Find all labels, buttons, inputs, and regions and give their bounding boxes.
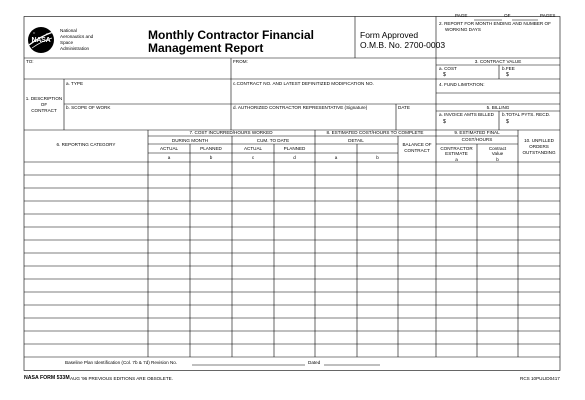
table-row: [24, 188, 560, 201]
scope-field[interactable]: [66, 111, 229, 129]
table-cell[interactable]: [477, 279, 518, 292]
table-cell[interactable]: [190, 331, 232, 344]
from-label: FROM:: [233, 59, 248, 64]
fee-field[interactable]: [512, 72, 558, 78]
page-label: PAGE: [455, 13, 468, 18]
contract-no-field[interactable]: [233, 88, 434, 103]
table-cell[interactable]: [232, 266, 274, 279]
table-cell[interactable]: [518, 305, 560, 318]
table-cell[interactable]: [398, 227, 436, 240]
table-cell[interactable]: [232, 331, 274, 344]
date-label: DATE: [398, 104, 410, 110]
table-cell[interactable]: [190, 292, 232, 305]
table-cell[interactable]: [518, 175, 560, 188]
table-cell[interactable]: [436, 162, 477, 175]
table-cell[interactable]: [274, 331, 315, 344]
table-cell[interactable]: [436, 240, 477, 253]
planned-header-month: PLANNED: [200, 146, 222, 151]
type-field[interactable]: [66, 88, 229, 103]
table-cell[interactable]: [274, 214, 315, 227]
unfilled-orders-header-2: ORDERS: [529, 144, 549, 149]
description-label-3: CONTRACT: [31, 108, 57, 113]
table-cell[interactable]: [398, 188, 436, 201]
form-id-label: NASA FORM 533M: [24, 375, 70, 381]
scope-label: b. SCOPE OF WORK: [66, 104, 111, 110]
table-cell[interactable]: [357, 227, 398, 240]
table-cell[interactable]: [232, 305, 274, 318]
table-cell[interactable]: [436, 201, 477, 214]
unfilled-orders-header-1: 10. UNFILLED: [524, 138, 554, 143]
table-cell[interactable]: [232, 253, 274, 266]
authorized-rep-label: d. AUTHORIZED CONTRACTOR REPRESENTATIVE (Signature): [233, 104, 368, 110]
description-label-1: 1. DESCRIPTION: [25, 96, 63, 101]
table-cell[interactable]: [518, 318, 560, 331]
table-cell[interactable]: [274, 175, 315, 188]
dated-label: Dated: [308, 360, 321, 365]
table-cell[interactable]: [398, 305, 436, 318]
table-cell[interactable]: [148, 188, 190, 201]
fee-dollar-sign: $: [506, 71, 509, 78]
actual-header-cum: ACTUAL: [243, 146, 263, 151]
table-cell[interactable]: [436, 279, 477, 292]
table-cell[interactable]: [518, 188, 560, 201]
table-cell[interactable]: [518, 331, 560, 344]
report-period-field[interactable]: [438, 34, 558, 56]
table-cell[interactable]: [190, 214, 232, 227]
revision-no-field[interactable]: [192, 358, 305, 365]
table-cell[interactable]: [436, 253, 477, 266]
table-cell[interactable]: [398, 253, 436, 266]
table-cell[interactable]: [315, 162, 357, 175]
table-cell[interactable]: [24, 188, 148, 201]
table-cell[interactable]: [398, 175, 436, 188]
table-cell[interactable]: [148, 292, 190, 305]
table-cell[interactable]: [315, 318, 357, 331]
table-row: [24, 253, 560, 266]
table-cell[interactable]: [148, 214, 190, 227]
billing-label: 5. BILLING: [486, 104, 510, 110]
table-cell[interactable]: [274, 292, 315, 305]
report-table-body: [24, 162, 560, 357]
table-cell[interactable]: [315, 292, 357, 305]
contract-value-header-1: Contract: [488, 145, 507, 151]
table-cell[interactable]: [148, 175, 190, 188]
table-cell[interactable]: [24, 305, 148, 318]
table-cell[interactable]: [315, 279, 357, 292]
table-cell[interactable]: [190, 162, 232, 175]
table-cell[interactable]: [24, 201, 148, 214]
table-cell[interactable]: [398, 266, 436, 279]
table-cell[interactable]: [477, 201, 518, 214]
total-pyts-label: b.TOTAL PYTS. RECD.: [502, 111, 551, 117]
table-cell[interactable]: [148, 331, 190, 344]
table-cell[interactable]: [398, 279, 436, 292]
cost-label: a. COST: [439, 65, 457, 71]
table-row: [24, 162, 560, 175]
table-cell[interactable]: [190, 305, 232, 318]
table-cell[interactable]: [398, 162, 436, 175]
est-final-header: 9. ESTIMATED FINAL: [454, 130, 500, 135]
table-cell[interactable]: [148, 279, 190, 292]
table-cell[interactable]: [436, 266, 477, 279]
table-cell[interactable]: [477, 162, 518, 175]
agency-line-3: Space: [60, 40, 74, 45]
table-cell[interactable]: [315, 240, 357, 253]
table-row: [24, 292, 560, 305]
cost-field[interactable]: [449, 72, 497, 78]
page-number-field[interactable]: [474, 12, 502, 20]
table-cell[interactable]: [190, 188, 232, 201]
table-cell[interactable]: [518, 292, 560, 305]
table-row: [24, 240, 560, 253]
form-date-label: AUG '96 PREVIOUS EDITIONS ARE OBSOLETE.: [70, 375, 173, 381]
invoice-amts-label: a. INVOICE AMTS BILLED: [439, 111, 494, 117]
table-cell[interactable]: [274, 201, 315, 214]
table-cell[interactable]: [398, 292, 436, 305]
est-to-complete-header: 8. ESTIMATED COST/HOURS TO COMPLETE: [326, 130, 424, 135]
table-cell[interactable]: [357, 305, 398, 318]
table-cell[interactable]: [148, 227, 190, 240]
page-total-field[interactable]: [512, 12, 538, 20]
table-row: [24, 331, 560, 344]
table-cell[interactable]: [477, 214, 518, 227]
invoice-amts-field[interactable]: [449, 119, 497, 128]
nasa-logo-text: NASA: [31, 36, 51, 44]
pages-label: PAGES: [540, 13, 556, 18]
table-cell[interactable]: [190, 253, 232, 266]
table-cell[interactable]: [148, 266, 190, 279]
fund-limitation-label: 4. FUND LIMITATION:: [439, 82, 485, 87]
report-period-label-1: 2. REPORT FOR MONTH ENDING AND NUMBER OF: [439, 21, 551, 26]
table-cell[interactable]: [24, 227, 148, 240]
table-cell[interactable]: [274, 240, 315, 253]
sub-a-month-actual: a: [167, 155, 171, 160]
sub-a-contractor-est: a: [455, 156, 458, 162]
table-cell[interactable]: [518, 214, 560, 227]
table-row: [24, 305, 560, 318]
sub-b-contract-value: b: [496, 156, 499, 162]
agency-line-2: Aeronautics and: [60, 34, 94, 39]
table-row: [24, 318, 560, 331]
table-cell[interactable]: [232, 162, 274, 175]
fund-limitation-field[interactable]: [438, 88, 558, 92]
date-field[interactable]: [398, 111, 434, 129]
table-cell[interactable]: [518, 240, 560, 253]
fee-label: b.FEE: [502, 65, 515, 71]
table-cell[interactable]: [232, 279, 274, 292]
table-cell[interactable]: [436, 227, 477, 240]
planned-header-cum: PLANNED: [283, 146, 306, 151]
table-cell[interactable]: [357, 318, 398, 331]
table-cell[interactable]: [274, 253, 315, 266]
table-cell[interactable]: [232, 292, 274, 305]
balance-header-2: CONTRACT: [404, 147, 430, 153]
table-cell[interactable]: [518, 266, 560, 279]
detail-header: DETAIL: [348, 137, 364, 143]
table-cell[interactable]: [477, 331, 518, 344]
reporting-category-header: 6. REPORTING CATEGORY: [56, 142, 116, 147]
table-cell[interactable]: [232, 240, 274, 253]
table-cell[interactable]: [518, 162, 560, 175]
table-cell[interactable]: [477, 305, 518, 318]
rcs-label: RCS 10PULID0417: [520, 375, 560, 381]
table-cell[interactable]: [357, 162, 398, 175]
table-row: [24, 266, 560, 279]
table-cell[interactable]: [357, 201, 398, 214]
table-row: [24, 214, 560, 227]
table-cell[interactable]: [518, 253, 560, 266]
from-field[interactable]: [233, 66, 434, 78]
type-label: a. TYPE: [66, 81, 84, 86]
table-cell[interactable]: [232, 318, 274, 331]
invoice-dollar-sign: $: [443, 119, 446, 125]
form-title-line-2: Management Report: [148, 41, 264, 55]
table-cell[interactable]: [436, 331, 477, 344]
table-cell[interactable]: [24, 175, 148, 188]
table-cell[interactable]: [357, 175, 398, 188]
table-cell[interactable]: [148, 240, 190, 253]
table-cell[interactable]: [357, 279, 398, 292]
table-cell[interactable]: [477, 227, 518, 240]
table-cell[interactable]: [477, 266, 518, 279]
table-cell[interactable]: [148, 201, 190, 214]
table-cell[interactable]: [148, 318, 190, 331]
baseline-plan-label: Baseline Plan Identification (Col. 7b & 7d) Revision No.: [65, 360, 178, 365]
table-cell[interactable]: [518, 279, 560, 292]
table-cell[interactable]: [436, 188, 477, 201]
table-cell[interactable]: [190, 227, 232, 240]
nasa-logo: [28, 27, 54, 53]
table-cell[interactable]: [436, 214, 477, 227]
contractor-estimate-header-1: CONTRACTOR: [440, 145, 473, 151]
table-cell[interactable]: [148, 305, 190, 318]
table-cell[interactable]: [274, 305, 315, 318]
table-cell[interactable]: [315, 266, 357, 279]
total-pyts-field[interactable]: [512, 119, 558, 128]
table-cell[interactable]: [436, 305, 477, 318]
table-cell[interactable]: [357, 188, 398, 201]
sub-c-cum-actual: c: [251, 155, 255, 160]
table-cell[interactable]: [398, 214, 436, 227]
table-cell[interactable]: [315, 305, 357, 318]
table-cell[interactable]: [24, 214, 148, 227]
table-cell[interactable]: [274, 266, 315, 279]
table-cell[interactable]: [274, 227, 315, 240]
table-cell[interactable]: [24, 331, 148, 344]
table-cell[interactable]: [315, 175, 357, 188]
agency-line-1: National: [60, 28, 77, 33]
table-cell[interactable]: [315, 331, 357, 344]
table-cell[interactable]: [357, 253, 398, 266]
table-cell[interactable]: [315, 227, 357, 240]
table-row: [24, 175, 560, 188]
table-row: [24, 227, 560, 240]
table-cell[interactable]: [315, 188, 357, 201]
table-cell[interactable]: [232, 201, 274, 214]
sub-b-detail: b: [376, 155, 379, 160]
contract-value-label: 3. CONTRACT VALUE: [474, 59, 522, 64]
table-cell[interactable]: [518, 201, 560, 214]
cost-incurred-header: 7. COST INCURRED/HOURS WORKED: [189, 130, 273, 135]
table-cell[interactable]: [357, 292, 398, 305]
form-approved-label: Form Approved: [360, 30, 419, 40]
table-cell[interactable]: [232, 227, 274, 240]
table-cell[interactable]: [274, 279, 315, 292]
report-period-label-2: WORKING DAYS: [445, 27, 481, 32]
table-row: [24, 201, 560, 214]
table-cell[interactable]: [398, 318, 436, 331]
table-cell[interactable]: [477, 253, 518, 266]
table-cell[interactable]: [190, 279, 232, 292]
to-field[interactable]: [26, 66, 229, 78]
table-cell[interactable]: [190, 175, 232, 188]
table-cell[interactable]: [477, 175, 518, 188]
form-title-line-1: Monthly Contractor Financial: [148, 28, 315, 42]
table-cell[interactable]: [190, 318, 232, 331]
cost-dollar-sign: $: [443, 71, 446, 78]
table-row: [24, 279, 560, 292]
table-cell[interactable]: [436, 318, 477, 331]
contract-no-label: c.CONTRACT NO. AND LATEST DEFINITIZED MODIFICATION NO.: [233, 81, 374, 86]
agency-line-4: Administration: [60, 46, 90, 51]
table-cell[interactable]: [190, 240, 232, 253]
table-cell[interactable]: [24, 240, 148, 253]
table-cell[interactable]: [274, 188, 315, 201]
authorized-rep-signature-field[interactable]: [233, 111, 394, 129]
cum-to-date-header: CUM. TO DATE: [256, 137, 290, 143]
actual-header-month: ACTUAL: [159, 146, 179, 151]
table-cell[interactable]: [232, 214, 274, 227]
table-cell[interactable]: [518, 227, 560, 240]
total-pyts-dollar-sign: $: [506, 119, 509, 125]
table-cell[interactable]: [398, 201, 436, 214]
table-cell[interactable]: [190, 201, 232, 214]
description-label-2: OF: [40, 102, 48, 107]
table-cell[interactable]: [148, 162, 190, 175]
table-cell[interactable]: [274, 162, 315, 175]
table-cell[interactable]: [357, 240, 398, 253]
table-cell[interactable]: [398, 331, 436, 344]
table-cell[interactable]: [274, 318, 315, 331]
table-cell[interactable]: [315, 253, 357, 266]
sub-d-cum-planned: d: [293, 155, 296, 160]
table-cell[interactable]: [357, 214, 398, 227]
table-cell[interactable]: [24, 279, 148, 292]
table-cell[interactable]: [24, 266, 148, 279]
table-cell[interactable]: [232, 175, 274, 188]
est-final-header-2: COST/HOURS: [461, 136, 493, 142]
contract-value-header-2: Value: [491, 151, 504, 156]
table-cell[interactable]: [477, 292, 518, 305]
to-label: TO:: [26, 59, 34, 64]
during-month-header: DURING MONTH: [171, 137, 209, 143]
table-cell[interactable]: [398, 240, 436, 253]
table-cell[interactable]: [477, 318, 518, 331]
table-cell[interactable]: [232, 188, 274, 201]
dated-field[interactable]: [324, 358, 380, 365]
omb-number-label: O.M.B. No. 2700-0003: [360, 40, 446, 50]
of-label: OF: [504, 13, 511, 18]
table-cell[interactable]: [315, 201, 357, 214]
table-cell[interactable]: [436, 292, 477, 305]
table-cell[interactable]: [315, 214, 357, 227]
table-cell[interactable]: [190, 266, 232, 279]
table-cell[interactable]: [24, 318, 148, 331]
table-cell[interactable]: [436, 175, 477, 188]
table-cell[interactable]: [148, 253, 190, 266]
table-cell[interactable]: [24, 253, 148, 266]
table-cell[interactable]: [477, 240, 518, 253]
sub-a-detail: a: [334, 155, 338, 160]
table-cell[interactable]: [477, 188, 518, 201]
contractor-estimate-header-2: ESTIMATE: [445, 151, 468, 156]
table-cell[interactable]: [357, 266, 398, 279]
balance-header-1: BALANCE OF: [402, 142, 432, 147]
table-cell[interactable]: [24, 292, 148, 305]
sub-b-month-planned: b: [209, 155, 213, 160]
unfilled-orders-header-3: OUTSTANDING: [522, 150, 556, 155]
table-cell[interactable]: [24, 162, 148, 175]
table-cell[interactable]: [357, 331, 398, 344]
